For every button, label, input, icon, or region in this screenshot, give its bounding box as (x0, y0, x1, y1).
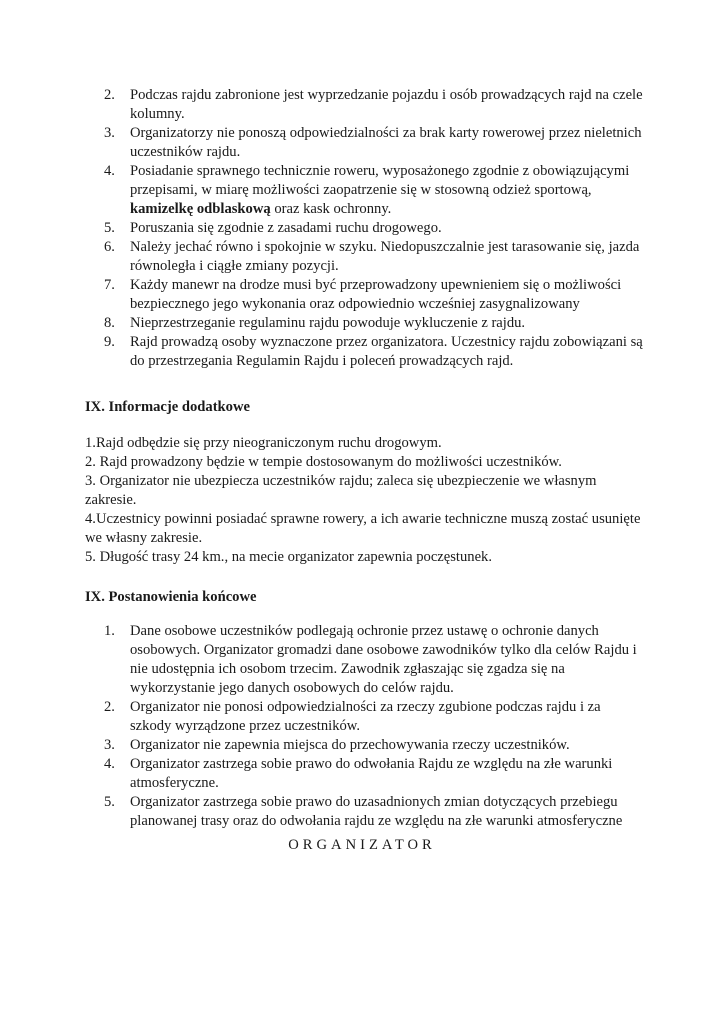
list-item-bold-text: kamizelkę odblaskową (130, 201, 271, 217)
list-item-number: 3. (104, 737, 115, 753)
list-item (104, 86, 644, 124)
info-line: 1.Rajd odbędzie się przy nieograniczonym ruchu drogowym. (85, 435, 442, 451)
list-item-text: Dane osobowe uczestników podlegają ochronie przez ustawę o ochronie danych osobowych. Organizator gromadzi dane osobowe zawodników tylko dla celów Rajdu i nie udostępnia ich osobom trzecim. Zawodnik zgłaszając się zgadza się na wykorzystanie jego danych osobowych do celów rajdu. (130, 623, 637, 696)
list-item-text: Każdy manewr na drodze musi być przeprowadzony upewnieniem się o możliwości bezpiecznego jego wykonania oraz odpowiednio wcześniej zasygnalizowany (130, 277, 622, 312)
list-item-number: 8. (104, 315, 115, 331)
list-item-text: Organizatorzy nie ponoszą odpowiedzialności za brak karty rowerowej przez nieletnich uczestników rajdu. (130, 125, 642, 160)
list-item (104, 736, 644, 755)
list-item-text: Należy jechać równo i spokojnie w szyku. Niedopuszczalnie jest tarasowanie się, jazda równoległa i ciągłe zmiany pozycji. (130, 239, 640, 274)
list-item-number: 7. (104, 277, 115, 293)
list-item-text: Podczas rajdu zabronione jest wyprzedzanie pojazdu i osób prowadzących rajd na czele kolumny. (130, 87, 643, 122)
info-line: 2. Rajd prowadzony będzie w tempie dostosowanym do możliwości uczestników. (85, 454, 562, 470)
list-item-text: Organizator nie zapewnia miejsca do przechowywania rzeczy uczestników. (130, 737, 570, 753)
section-heading-final: IX. Postanowienia końcowe (85, 589, 257, 605)
list-item-text: oraz kask ochronny. (274, 201, 392, 217)
list-item (104, 698, 644, 736)
list-item (104, 793, 644, 831)
list-item-text: Posiadanie sprawnego technicznie roweru, wyposażonego zgodnie z obowiązującymi przepisami, w miarę możliwości zaopatrzenie się w stosowną odzież sportową, (130, 163, 630, 198)
list-item-text: Organizator nie ponosi odpowiedzialności za rzeczy zgubione podczas rajdu i za szkody wyrządzone przez uczestników. (130, 699, 601, 734)
list-item (104, 219, 644, 238)
list-item-number: 5. (104, 220, 115, 236)
list-item-number: 9. (104, 334, 115, 350)
list-item-text: Poruszania się zgodnie z zasadami ruchu drogowego. (130, 220, 442, 236)
list-item-number: 6. (104, 239, 115, 255)
list-item-number: 4. (104, 163, 115, 179)
rules-list (104, 86, 644, 371)
list-item (104, 314, 644, 333)
list-item (104, 276, 644, 314)
list-item (104, 238, 644, 276)
list-item (104, 333, 644, 371)
list-item-number: 3. (104, 125, 115, 141)
organizer-signature: ORGANIZATOR (288, 837, 436, 853)
final-provisions-list (104, 622, 644, 831)
list-item-number: 4. (104, 756, 115, 772)
section-heading-info: IX. Informacje dodatkowe (85, 399, 250, 415)
list-item-text: Rajd prowadzą osoby wyznaczone przez organizatora. Uczestnicy rajdu zobowiązani są do przestrzegania Regulamin Rajdu i poleceń prowadzących rajd. (130, 334, 643, 369)
info-line: 5. Długość trasy 24 km., na mecie organizator zapewnia poczęstunek. (85, 549, 493, 565)
list-item-number: 2. (104, 87, 115, 103)
list-item-number: 5. (104, 794, 115, 810)
list-item (104, 124, 644, 162)
list-item-text: Nieprzestrzeganie regulaminu rajdu powoduje wykluczenie z rajdu. (130, 315, 526, 331)
list-item (104, 622, 644, 698)
list-item (104, 162, 644, 219)
info-line: 3. Organizator nie ubezpiecza uczestników rajdu; zaleca się ubezpieczenie we własnym zakresie. (85, 473, 597, 508)
list-item-number: 2. (104, 699, 115, 715)
list-item-text: Organizator zastrzega sobie prawo do odwołania Rajdu ze względu na złe warunki atmosferyczne. (130, 756, 613, 791)
list-item-number: 1. (104, 623, 115, 639)
list-item-text: Organizator zastrzega sobie prawo do uzasadnionych zmian dotyczących przebiegu planowanej trasy oraz do odwołania rajdu ze względu na złe warunki atmosferyczne (130, 794, 623, 829)
info-paragraphs (85, 434, 645, 567)
list-item (104, 755, 644, 793)
info-line: 4.Uczestnicy powinni posiadać sprawne rowery, a ich awarie techniczne muszą zostać usunięte we własny zakresie. (85, 511, 641, 546)
